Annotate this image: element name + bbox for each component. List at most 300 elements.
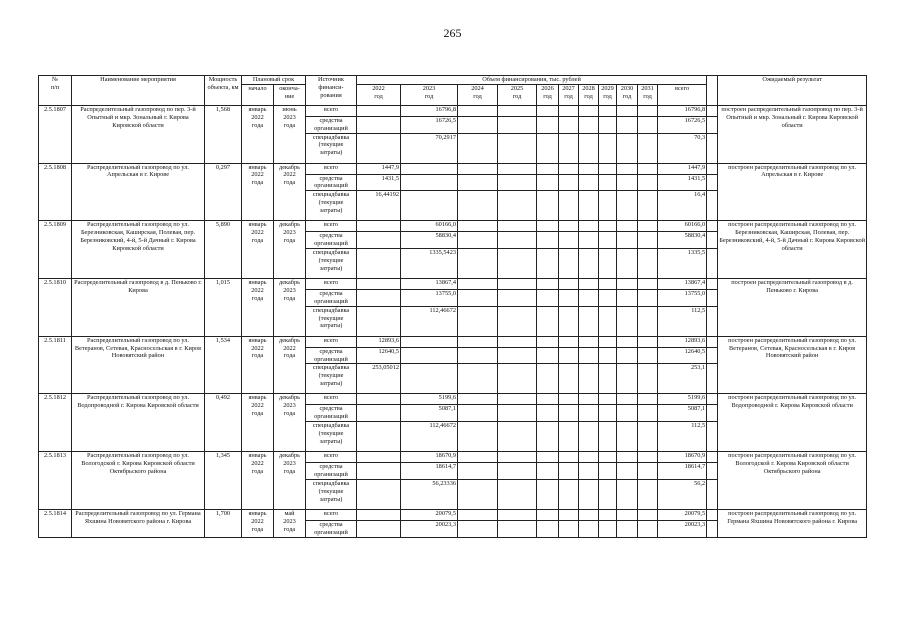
row-num: 2.5.1812 <box>39 394 72 452</box>
value-year-empty <box>498 405 537 422</box>
value-year-empty <box>458 394 498 405</box>
gap-cell <box>707 133 718 163</box>
value-year-empty <box>638 509 658 520</box>
value-2023 <box>401 163 458 174</box>
row-term-start: январь 2022 года <box>242 394 274 452</box>
source-label: всего <box>306 221 357 232</box>
gap-cell <box>707 290 718 307</box>
value-year-empty <box>617 394 638 405</box>
value-year-empty <box>559 290 579 307</box>
value-2023 <box>401 174 458 191</box>
header-year: 2025 год <box>498 84 537 105</box>
value-year-empty <box>458 405 498 422</box>
row-term-end: декабрь 2023 года <box>274 452 306 510</box>
row-term-start: январь 2022 года <box>242 452 274 510</box>
value-year-empty <box>458 191 498 221</box>
value-year-empty <box>617 347 638 364</box>
value-2022 <box>357 133 401 163</box>
value-total: 5199,6 <box>658 394 707 405</box>
value-2023: 112,46672 <box>401 306 458 336</box>
row-term-end: декабрь 2023 года <box>274 279 306 337</box>
value-year-empty <box>458 336 498 347</box>
value-year-empty <box>458 306 498 336</box>
value-year-empty <box>458 463 498 480</box>
value-year-empty <box>498 232 537 249</box>
value-year-empty <box>579 133 599 163</box>
header-term-start: начало <box>242 84 274 105</box>
value-year-empty <box>638 520 658 537</box>
value-total: 60166,0 <box>658 221 707 232</box>
value-total: 1335,5 <box>658 249 707 279</box>
value-year-empty <box>559 232 579 249</box>
value-year-empty <box>599 452 617 463</box>
value-year-empty <box>599 520 617 537</box>
table-row <box>39 221 867 232</box>
source-label: всего <box>306 394 357 405</box>
value-total: 18670,9 <box>658 452 707 463</box>
value-year-empty <box>498 279 537 290</box>
value-year-empty <box>579 116 599 133</box>
source-label: всего <box>306 279 357 290</box>
value-year-empty <box>617 452 638 463</box>
value-2023: 16726,5 <box>401 116 458 133</box>
header-capacity: Мощность объекта, км <box>205 76 242 106</box>
value-year-empty <box>559 336 579 347</box>
value-year-empty <box>579 347 599 364</box>
value-2022 <box>357 422 401 452</box>
value-year-empty <box>559 422 579 452</box>
value-2022: 253,05012 <box>357 364 401 394</box>
source-label: средства организаций <box>306 116 357 133</box>
value-2022 <box>357 520 401 537</box>
header-total: всего <box>658 84 707 105</box>
value-year-empty <box>617 422 638 452</box>
row-num: 2.5.1809 <box>39 221 72 279</box>
table-body <box>39 105 867 537</box>
source-label: всего <box>306 452 357 463</box>
value-2023: 20023,3 <box>401 520 458 537</box>
value-year-empty <box>498 452 537 463</box>
value-year-empty <box>617 249 638 279</box>
value-year-empty <box>559 174 579 191</box>
value-year-empty <box>617 306 638 336</box>
value-year-empty <box>498 347 537 364</box>
financing-table <box>38 75 867 538</box>
value-2022 <box>357 232 401 249</box>
value-2022 <box>357 116 401 133</box>
value-year-empty <box>559 405 579 422</box>
value-year-empty <box>599 463 617 480</box>
row-capacity: 1,568 <box>205 105 242 163</box>
value-2022: 12893,6 <box>357 336 401 347</box>
source-label: всего <box>306 163 357 174</box>
value-2023: 16796,8 <box>401 105 458 116</box>
row-term-start: январь 2022 года <box>242 509 274 537</box>
header-year: 2029 год <box>599 84 617 105</box>
value-year-empty <box>498 290 537 307</box>
value-year-empty <box>559 509 579 520</box>
value-2022: 12640,5 <box>357 347 401 364</box>
value-year-empty <box>458 174 498 191</box>
value-year-empty <box>537 394 559 405</box>
header-term: Плановый срок <box>242 76 306 85</box>
value-2022 <box>357 394 401 405</box>
value-year-empty <box>559 191 579 221</box>
value-year-empty <box>599 422 617 452</box>
value-year-empty <box>579 509 599 520</box>
value-year-empty <box>458 279 498 290</box>
gap-cell <box>707 463 718 480</box>
value-year-empty <box>559 105 579 116</box>
value-year-empty <box>599 279 617 290</box>
value-year-empty <box>537 347 559 364</box>
header-year: 2027 год <box>559 84 579 105</box>
value-2023: 13867,4 <box>401 279 458 290</box>
value-year-empty <box>617 336 638 347</box>
value-year-empty <box>559 452 579 463</box>
value-2022 <box>357 279 401 290</box>
value-year-empty <box>638 105 658 116</box>
value-2023 <box>401 364 458 394</box>
value-year-empty <box>617 116 638 133</box>
value-2022 <box>357 249 401 279</box>
gap-cell <box>707 509 718 520</box>
value-total: 12640,5 <box>658 347 707 364</box>
row-term-start: январь 2022 года <box>242 279 274 337</box>
value-2023: 1335,5423 <box>401 249 458 279</box>
header-source: Источник финанси- рования <box>306 76 357 106</box>
row-term-end: декабрь 2022 года <box>274 336 306 394</box>
value-2023: 60166,0 <box>401 221 458 232</box>
value-year-empty <box>458 232 498 249</box>
source-label: спецнадбавка (текущие затраты) <box>306 249 357 279</box>
value-year-empty <box>458 364 498 394</box>
row-num: 2.5.1807 <box>39 105 72 163</box>
value-year-empty <box>579 105 599 116</box>
gap-cell <box>707 405 718 422</box>
value-total: 253,1 <box>658 364 707 394</box>
value-year-empty <box>537 191 559 221</box>
value-year-empty <box>599 336 617 347</box>
gap-cell <box>707 422 718 452</box>
header-volume: Объем финансирования, тыс. рублей <box>357 76 707 85</box>
value-year-empty <box>498 133 537 163</box>
value-year-empty <box>599 191 617 221</box>
value-year-empty <box>559 163 579 174</box>
value-year-empty <box>537 174 559 191</box>
value-year-empty <box>537 364 559 394</box>
header-year: 2022 год <box>357 84 401 105</box>
value-year-empty <box>579 394 599 405</box>
value-year-empty <box>498 191 537 221</box>
value-year-empty <box>537 133 559 163</box>
value-total: 1431,5 <box>658 174 707 191</box>
value-year-empty <box>498 174 537 191</box>
row-capacity: 1,700 <box>205 509 242 537</box>
value-year-empty <box>498 394 537 405</box>
value-year-empty <box>579 452 599 463</box>
header-year: 2031 год <box>638 84 658 105</box>
source-label: спецнадбавка (текущие затраты) <box>306 422 357 452</box>
value-2022 <box>357 479 401 509</box>
value-total: 112,5 <box>658 306 707 336</box>
table-row <box>39 105 867 116</box>
value-2022 <box>357 306 401 336</box>
source-label: всего <box>306 509 357 520</box>
row-capacity: 0,492 <box>205 394 242 452</box>
value-total: 18614,7 <box>658 463 707 480</box>
value-2023: 18614,7 <box>401 463 458 480</box>
source-label: средства организаций <box>306 290 357 307</box>
row-name: Распределительный газопровод по ул. Вологодской г. Кирова Кировской области Октябрьского района <box>72 452 205 510</box>
value-year-empty <box>638 133 658 163</box>
value-2023: 58830,4 <box>401 232 458 249</box>
value-year-empty <box>458 479 498 509</box>
value-year-empty <box>599 509 617 520</box>
value-year-empty <box>617 509 638 520</box>
value-year-empty <box>638 249 658 279</box>
value-year-empty <box>458 133 498 163</box>
value-year-empty <box>599 364 617 394</box>
value-year-empty <box>537 163 559 174</box>
value-2023: 18670,9 <box>401 452 458 463</box>
row-name: Распределительный газопровод по ул. Германа Яхшина Нововятского района г. Кирова <box>72 509 205 537</box>
header-result: Ожидаемый результат <box>718 76 867 106</box>
value-year-empty <box>579 221 599 232</box>
header-year: 2028 год <box>579 84 599 105</box>
table-row <box>39 509 867 520</box>
row-num: 2.5.1814 <box>39 509 72 537</box>
row-result: построен распределительный газопровод по ул. Ветеранов, Сетевая, Красносельская в г. Киров Нововятский район <box>718 336 867 394</box>
value-total: 5087,1 <box>658 405 707 422</box>
row-name: Распределительный газопровод в д. Пеньково г. Кирова <box>72 279 205 337</box>
value-total: 16,4 <box>658 191 707 221</box>
row-result: построен распределительный газопровод по ул. Водопроводной г. Кирова Кировской области <box>718 394 867 452</box>
value-year-empty <box>559 347 579 364</box>
value-year-empty <box>498 221 537 232</box>
value-2023: 70,2917 <box>401 133 458 163</box>
value-year-empty <box>599 347 617 364</box>
value-year-empty <box>617 163 638 174</box>
value-year-empty <box>458 221 498 232</box>
value-year-empty <box>579 174 599 191</box>
header-num: № п/п <box>39 76 72 106</box>
value-year-empty <box>617 520 638 537</box>
source-label: спецнадбавка (текущие затраты) <box>306 191 357 221</box>
value-year-empty <box>638 279 658 290</box>
source-label: спецнадбавка (текущие затраты) <box>306 364 357 394</box>
value-year-empty <box>638 463 658 480</box>
header-year: 2030 год <box>617 84 638 105</box>
value-year-empty <box>537 336 559 347</box>
row-term-start: январь 2022 года <box>242 221 274 279</box>
value-year-empty <box>599 174 617 191</box>
value-year-empty <box>579 479 599 509</box>
value-2023 <box>401 336 458 347</box>
value-total: 112,5 <box>658 422 707 452</box>
value-year-empty <box>498 116 537 133</box>
value-year-empty <box>638 306 658 336</box>
value-year-empty <box>638 347 658 364</box>
value-year-empty <box>537 452 559 463</box>
source-label: средства организаций <box>306 232 357 249</box>
value-year-empty <box>638 221 658 232</box>
value-year-empty <box>559 463 579 480</box>
row-capacity: 5,890 <box>205 221 242 279</box>
row-num: 2.5.1811 <box>39 336 72 394</box>
gap-cell <box>707 105 718 116</box>
value-year-empty <box>498 249 537 279</box>
gap-cell <box>707 163 718 174</box>
value-year-empty <box>559 249 579 279</box>
value-year-empty <box>559 133 579 163</box>
header-gap <box>707 76 718 106</box>
value-year-empty <box>638 191 658 221</box>
gap-cell <box>707 394 718 405</box>
row-term-end: декабрь 2022 года <box>274 163 306 221</box>
value-year-empty <box>458 422 498 452</box>
value-year-empty <box>617 174 638 191</box>
table-header <box>39 76 867 106</box>
value-year-empty <box>638 452 658 463</box>
source-label: средства организаций <box>306 463 357 480</box>
value-2023: 112,46672 <box>401 422 458 452</box>
value-year-empty <box>599 290 617 307</box>
value-year-empty <box>537 405 559 422</box>
value-2022 <box>357 105 401 116</box>
value-year-empty <box>617 279 638 290</box>
value-year-empty <box>498 422 537 452</box>
value-year-empty <box>537 232 559 249</box>
gap-cell <box>707 347 718 364</box>
value-year-empty <box>638 232 658 249</box>
gap-cell <box>707 174 718 191</box>
value-total: 16726,5 <box>658 116 707 133</box>
value-2022 <box>357 290 401 307</box>
value-year-empty <box>617 479 638 509</box>
value-year-empty <box>579 405 599 422</box>
gap-cell <box>707 279 718 290</box>
value-year-empty <box>537 422 559 452</box>
row-name: Распределительный газопровод по ул. Березниковская, Каширская, Полевая, пер. Березниковский, 4-й, 5-й Дачный г. Кирова Кировской области <box>72 221 205 279</box>
value-year-empty <box>559 306 579 336</box>
value-year-empty <box>599 394 617 405</box>
row-name: Распределительный газопровод по ул. Ветеранов, Сетевая, Красносельская в г. Киров Нововятский район <box>72 336 205 394</box>
value-2022 <box>357 221 401 232</box>
value-2023: 20079,5 <box>401 509 458 520</box>
gap-cell <box>707 249 718 279</box>
value-year-empty <box>458 105 498 116</box>
value-year-empty <box>579 249 599 279</box>
row-capacity: 1,015 <box>205 279 242 337</box>
table-row <box>39 452 867 463</box>
row-term-start: январь 2022 года <box>242 105 274 163</box>
source-label: средства организаций <box>306 405 357 422</box>
row-name: Распределительный газопровод по ул. Апрельская в г. Кирове <box>72 163 205 221</box>
value-year-empty <box>617 364 638 394</box>
value-2022: 1431,5 <box>357 174 401 191</box>
value-year-empty <box>638 479 658 509</box>
value-year-empty <box>617 191 638 221</box>
value-total: 70,3 <box>658 133 707 163</box>
value-2022 <box>357 405 401 422</box>
value-year-empty <box>599 405 617 422</box>
header-year: 2026 год <box>537 84 559 105</box>
value-year-empty <box>579 463 599 480</box>
row-result: построен распределительный газопровод по ул. Вологодской г. Кирова Кировской области Октябрьского района <box>718 452 867 510</box>
value-year-empty <box>599 163 617 174</box>
row-num: 2.5.1808 <box>39 163 72 221</box>
value-year-empty <box>617 232 638 249</box>
value-year-empty <box>458 509 498 520</box>
row-capacity: 0,297 <box>205 163 242 221</box>
gap-cell <box>707 232 718 249</box>
header-year: 2024 год <box>458 84 498 105</box>
value-year-empty <box>599 133 617 163</box>
source-label: средства организаций <box>306 347 357 364</box>
value-year-empty <box>579 279 599 290</box>
value-year-empty <box>498 520 537 537</box>
row-name: Распределительный газопровод по ул. Водопроводной г. Кирова Кировской области <box>72 394 205 452</box>
value-year-empty <box>599 232 617 249</box>
row-term-start: январь 2022 года <box>242 163 274 221</box>
value-year-empty <box>599 116 617 133</box>
value-2023: 5087,1 <box>401 405 458 422</box>
value-year-empty <box>458 347 498 364</box>
value-year-empty <box>559 394 579 405</box>
value-year-empty <box>458 290 498 307</box>
source-label: спецнадбавка (текущие затраты) <box>306 133 357 163</box>
value-year-empty <box>498 163 537 174</box>
value-year-empty <box>498 336 537 347</box>
value-year-empty <box>458 520 498 537</box>
row-result: построен распределительный газопровод в д. Пеньково г. Кирова <box>718 279 867 337</box>
value-year-empty <box>579 290 599 307</box>
value-year-empty <box>537 249 559 279</box>
value-total: 56,2 <box>658 479 707 509</box>
value-year-empty <box>537 509 559 520</box>
value-2023 <box>401 191 458 221</box>
value-year-empty <box>458 452 498 463</box>
row-term-end: май 2023 года <box>274 509 306 537</box>
value-total: 12893,6 <box>658 336 707 347</box>
gap-cell <box>707 452 718 463</box>
value-year-empty <box>579 191 599 221</box>
source-label: всего <box>306 105 357 116</box>
value-year-empty <box>617 463 638 480</box>
value-year-empty <box>458 163 498 174</box>
table-row <box>39 336 867 347</box>
source-label: средства организаций <box>306 520 357 537</box>
row-name: Распределительный газопровод по пер. 3-й Опытный и мкр. Зональный г. Кирова Кировской области <box>72 105 205 163</box>
value-year-empty <box>498 364 537 394</box>
value-year-empty <box>537 116 559 133</box>
row-result: построен распределительный газопровод по ул. Апрельская в г. Кирове <box>718 163 867 221</box>
value-year-empty <box>617 133 638 163</box>
value-year-empty <box>559 116 579 133</box>
value-year-empty <box>559 279 579 290</box>
value-year-empty <box>498 479 537 509</box>
row-result: построен распределительный газопровод по ул. Германа Яхшина Нововятского района г. Кирова <box>718 509 867 537</box>
value-year-empty <box>617 290 638 307</box>
gap-cell <box>707 191 718 221</box>
value-total: 20023,3 <box>658 520 707 537</box>
row-capacity: 1,345 <box>205 452 242 510</box>
value-year-empty <box>559 364 579 394</box>
value-year-empty <box>498 509 537 520</box>
value-year-empty <box>579 232 599 249</box>
value-2023: 5199,6 <box>401 394 458 405</box>
